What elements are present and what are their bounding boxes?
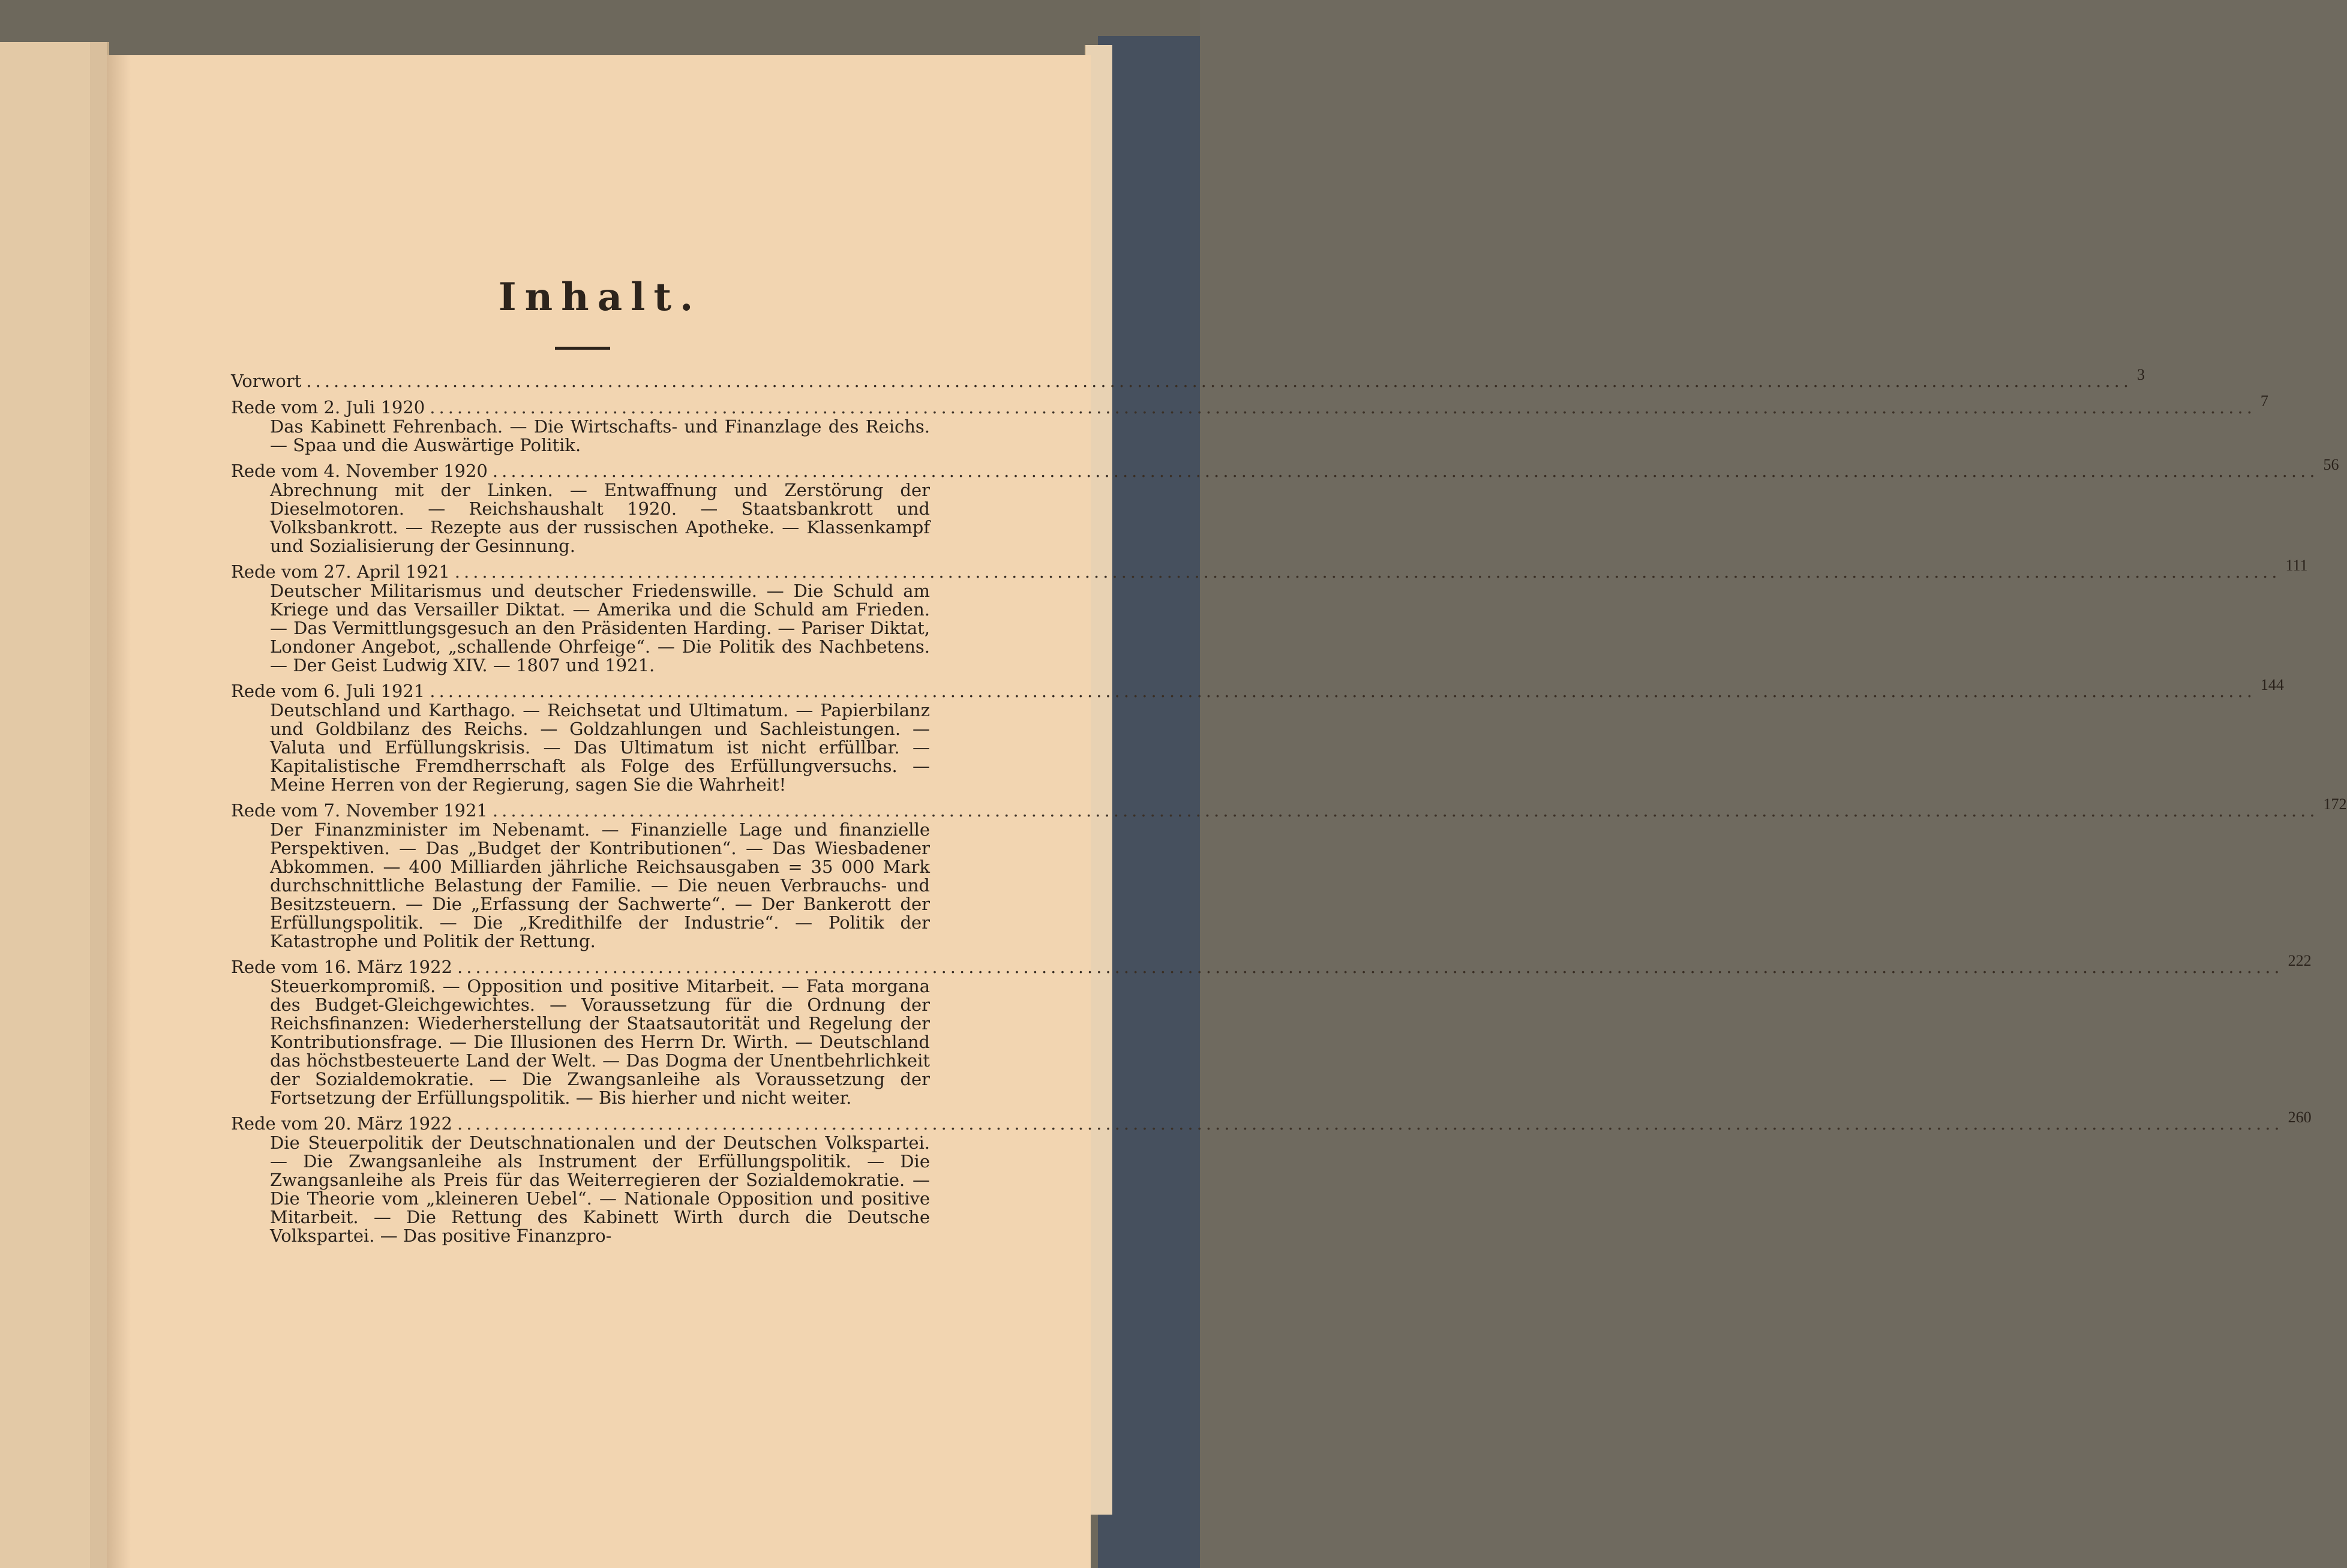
toc-entry-description: Deutschland und Karthago. — Reichsetat und Ultimatum. — Papierbilanz und Goldbilanz des Reichs. — Goldzahlungen und Sachleistungen. — Valuta und Erfüllungskrisis. — Das Ultimatum ist nicht erfüllbar. — Kapitalistische Fremdherrschaft als Folge des Erfüllungversuchs. — Meine Herren von der Regierung, sagen Sie die Wahrheit! [270, 700, 930, 795]
table-of-contents [231, 366, 2347, 1252]
dot-leader: ........................................................................................................................................................................................................ [492, 461, 2319, 481]
page-title: Inhalt. [498, 275, 702, 320]
toc-entry [231, 557, 2308, 675]
toc-page-number: 7 [2260, 392, 2268, 410]
toc-entry-title: Rede vom 27. April 1921 [231, 561, 450, 582]
dot-leader: ........................................................................................................................................................................................................ [306, 371, 2133, 391]
toc-entry-heading [231, 392, 2268, 417]
toc-entry-heading [231, 676, 2284, 701]
dot-leader: ........................................................................................................................................................................................................ [430, 397, 2256, 417]
toc-page-number: 172 [2323, 795, 2347, 813]
dot-leader: ........................................................................................................................................................................................................ [492, 800, 2319, 821]
toc-entry-heading [231, 795, 2347, 821]
toc-entry [231, 366, 2145, 391]
toc-entry [231, 952, 2312, 1108]
dot-leader: ........................................................................................................................................................................................................ [457, 957, 2283, 977]
toc-entry-heading [231, 1109, 2312, 1134]
toc-page-number: 3 [2137, 366, 2145, 383]
toc-page-number: 260 [2288, 1109, 2312, 1126]
toc-entry-title: Rede vom 16. März 1922 [231, 957, 452, 977]
toc-entry [231, 676, 2284, 795]
dot-leader: ........................................................................................................................................................................................................ [454, 561, 2281, 582]
toc-entry-description: Der Finanzminister im Nebenamt. — Finanzielle Lage und finanzielle Perspektiven. — Das „Budget der Kontributionen“. — Das Wiesbadener Abkommen. — 400 Milliarden jährliche Reichsausgaben = 35 000 Mark durchschnittliche Belastung der Familie. — Die neuen Verbrauchs- und Besitzsteuern. — Die „Erfassung der Sachwerte“. — Der Bankerott der Erfüllungspolitik. — Die „Kredithilfe der Industrie“. — Politik der Katastrophe und Politik der Rettung. [270, 819, 930, 951]
toc-entry [231, 456, 2339, 556]
toc-entry-title: Rede vom 6. Juli 1921 [231, 681, 425, 701]
toc-entry [231, 1109, 2312, 1246]
toc-entry-title: Rede vom 20. März 1922 [231, 1113, 452, 1134]
toc-page-number: 111 [2285, 557, 2308, 574]
toc-page-number: 222 [2288, 952, 2312, 969]
toc-entry-heading [231, 952, 2312, 977]
toc-entry-description: Abrechnung mit der Linken. — Entwaffnung und Zerstörung der Dieselmotoren. — Reichshaushalt 1920. — Staatsbankrott und Volksbankrott. — Rezepte aus der russischen Apotheke. — Klassenkampf und Sozialisierung der Gesinnung. [270, 480, 930, 556]
toc-entry-description: Steuerkompromiß. — Opposition und positive Mitarbeit. — Fata morgana des Budget-Gleichgewichtes. — Voraussetzung für die Ordnung der Reichsfinanzen: Wiederherstellung der Staatsautorität und Regelung der Kontributionsfrage. — Die Illusionen des Herrn Dr. Wirth. — Deutschland das höchstbesteuerte Land der Welt. — Das Dogma der Unentbehrlichkeit der Sozialdemokratie. — Die Zwangsanleihe als Voraussetzung der Fortsetzung der Erfüllungspolitik. — Bis hierher und nicht weiter. [270, 976, 930, 1108]
toc-entry-title: Rede vom 7. November 1921 [231, 800, 488, 821]
toc-entry-title: Vorwort [231, 371, 302, 391]
toc-entry-description: Die Steuerpolitik der Deutschnationalen und der Deutschen Volkspartei. — Die Zwangsanleihe als Instrument der Erfüllungspolitik. — Die Zwangsanleihe als Preis für das Weiterregieren der Sozialdemokratie. — Die Theorie vom „kleineren Uebel“. — Nationale Opposition und positive Mitarbeit. — Die Rettung des Kabinett Wirth durch die Deutsche Volkspartei. — Das positive Finanzpro- [270, 1133, 930, 1246]
toc-entry-title: Rede vom 4. November 1920 [231, 461, 488, 481]
toc-entry-heading [231, 456, 2339, 481]
title-rule [555, 347, 610, 350]
toc-page-number: 56 [2323, 456, 2339, 473]
dot-leader: ........................................................................................................................................................................................................ [430, 681, 2256, 701]
toc-entry-title: Rede vom 2. Juli 1920 [231, 397, 425, 417]
toc-entry [231, 392, 2268, 455]
dot-leader: ........................................................................................................................................................................................................ [457, 1113, 2283, 1134]
toc-entry-description: Deutscher Militarismus und deutscher Friedenswille. — Die Schuld am Kriege und das Versailler Diktat. — Amerika und die Schuld am Frieden. — Das Vermittlungsgesuch an den Präsidenten Harding. — Pariser Diktat, Londoner Angebot, „schallende Ohrfeige“. — Die Politik des Nachbetens. — Der Geist Ludwig XIV. — 1807 und 1921. [270, 581, 930, 675]
left-page-edge [90, 42, 107, 1568]
toc-entry-heading [231, 557, 2308, 582]
toc-page-number: 144 [2260, 676, 2284, 693]
toc-entry-heading [231, 366, 2145, 391]
toc-entry [231, 795, 2347, 951]
toc-entry-description: Das Kabinett Fehrenbach. — Die Wirtschafts- und Finanzlage des Reichs. — Spaa und die Auswärtige Politik. [270, 416, 930, 455]
